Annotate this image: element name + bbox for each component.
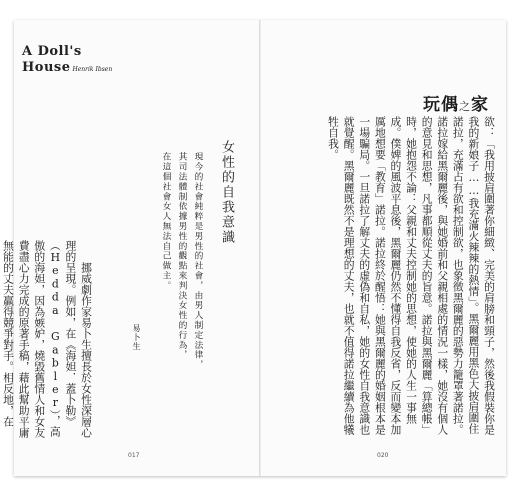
right-page [261,20,506,476]
left-paragraph: 挪威劇作家易卜生擅長於女性深層心理的呈現。例如，在《海妲．蓋卜勒》（Hedda Gabler），高傲的海妲，因為嫉妒，燒毀舊情人和女友費盡心力完成的原著手稿，藉此幫助平庸無能的丈夫贏得競爭對手。相反地，在 [2,240,93,438]
book-logo [22,46,112,75]
quote-line-2: 其司法體制依據男性的觀點來判決女性的行為， [177,152,187,360]
section-title [423,90,489,115]
quote-author: 易卜生 [132,324,141,351]
left-page [2,20,259,476]
section-title-part2: 之 [459,100,471,113]
right-body-text [275,116,497,436]
logo-author: Henrik Ibsen [72,66,113,74]
book-spread [2,20,506,476]
logo-title-line2: House [22,60,71,76]
section-title-part3: 家 [471,95,489,115]
section-title-part1: 玩偶 [423,95,459,115]
logo-title-line1: A Doll's [22,44,82,59]
right-page-number: 020 [377,452,389,459]
left-page-number: 017 [128,452,140,459]
quote-line-3: 在這個社會女人無法自己做主。 [161,152,171,291]
right-paragraph: 欲：「我用披肩圍著你細緻、完美的肩膀和頸子，然後我假裝你是我的新娘子……我充滿火辣辣的熱情」。黑爾麗用黑色大披肩圍住諾拉，充滿占有欲和控制欲，也象徵黑爾麗的惡勢力籠罩著諾拉。諾拉嫁給黑爾麗後，與她婚前和父親相處的情況一樣，她沒有個人的意見和思想，凡事都順從丈夫的旨意。諾拉與黑爾麗「算總帳」時，她抱怨不論：父親和丈夫控制她的思想，使她的人生一事無成。僕婢的風波平息後，黑爾麗仍然不懂得自我反省，反而變本加厲地想要「教育」諾拉。諾拉終於醒悟：她與黑爾麗的婚姻根本是一場騙局。一旦諾拉了解丈夫的虛偽和自私，她的女性自我意識也就覺醒。黑爾麗既然不是理想的丈夫，也就不值得諾拉繼續為他犧牲自我。 [327,116,496,435]
quote-line-1: 現今的社會純粹是男性的社會，由男人制定法律， [193,152,203,370]
quote-title: 女性的自我意識 [219,140,234,245]
left-body-text [2,240,94,440]
